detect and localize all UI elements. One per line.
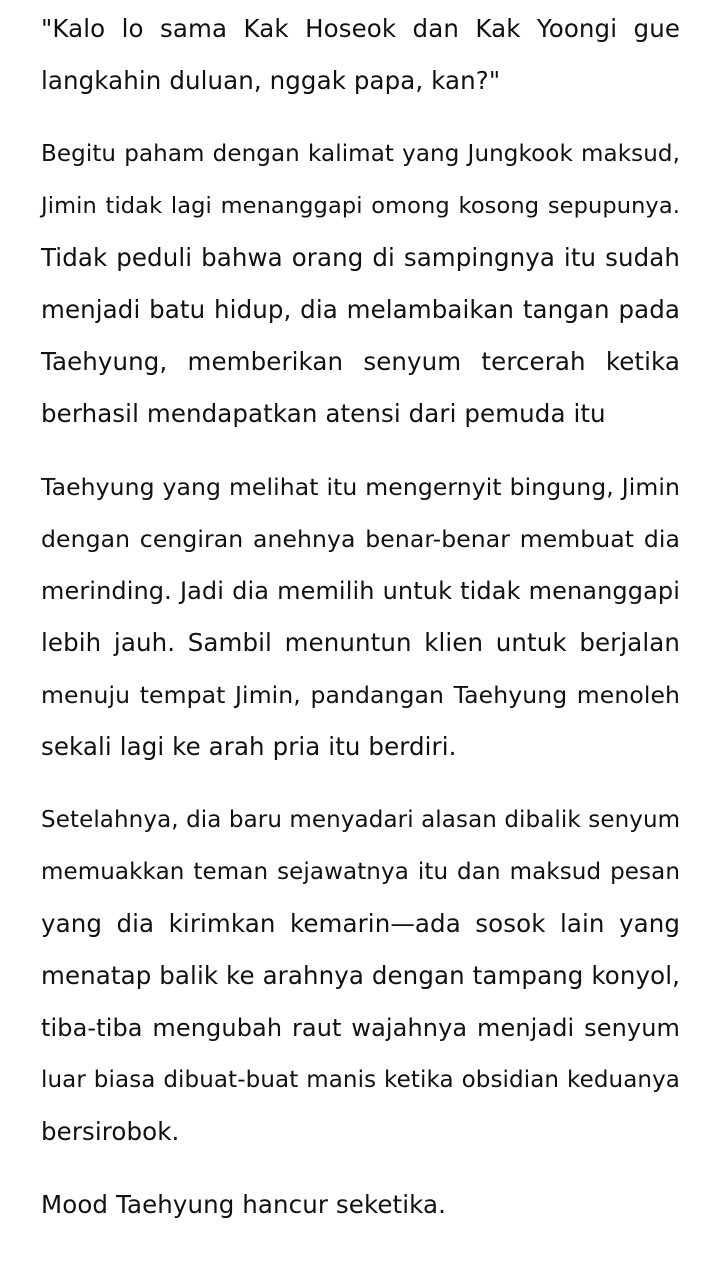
text-line: Mood Taehyung hancur seketika. [41, 1190, 447, 1219]
text-line: Taehyung, memberikan senyum tercerah ketika [41, 347, 680, 376]
text-line: Begitu paham dengan kalimat yang Jungkook maksud, [41, 141, 680, 167]
text-line: menuju tempat Jimin, pandangan Taehyung menoleh [41, 681, 680, 709]
text-line: lebih jauh. Sambil menuntun klien untuk berjalan [41, 628, 680, 657]
text-line: memuakkan teman sejawatnya itu dan maksud pesan [41, 859, 680, 885]
text-line: sekali lagi ke arah pria itu berdiri. [41, 732, 457, 761]
text-line: tiba-tiba mengubah raut wajahnya menjadi senyum [41, 1014, 680, 1042]
text-line: bersirobok. [41, 1117, 180, 1146]
text-line: merinding. Jadi dia memilih untuk tidak menanggapi [41, 577, 680, 605]
text-line: langkahin duluan, nggak papa, kan?" [41, 66, 501, 95]
text-line: Tidak peduli bahwa orang di sampingnya itu sudah [41, 243, 680, 272]
text-line: "Kalo lo sama Kak Hoseok dan Kak Yoongi gue [41, 14, 680, 43]
text-line: Setelahnya, dia baru menyadari alasan dibalik senyum [41, 807, 681, 833]
text-line: yang dia kirimkan kemarin—ada sosok lain yang [41, 909, 680, 938]
text-line: dengan cengiran anehnya benar-benar membuat dia [41, 525, 680, 553]
text-line: Jimin tidak lagi menanggapi omong kosong sepupunya. [41, 193, 680, 219]
text-line: Taehyung yang melihat itu mengernyit bingung, Jimin [41, 473, 680, 501]
text-line: menjadi batu hidup, dia melambaikan tangan pada [41, 295, 680, 324]
text-line: luar biasa dibuat-buat manis ketika obsidian keduanya [41, 1067, 680, 1093]
text-line: berhasil mendapatkan atensi dari pemuda itu [41, 399, 606, 428]
text-line: menatap balik ke arahnya dengan tampang konyol, [41, 961, 680, 990]
